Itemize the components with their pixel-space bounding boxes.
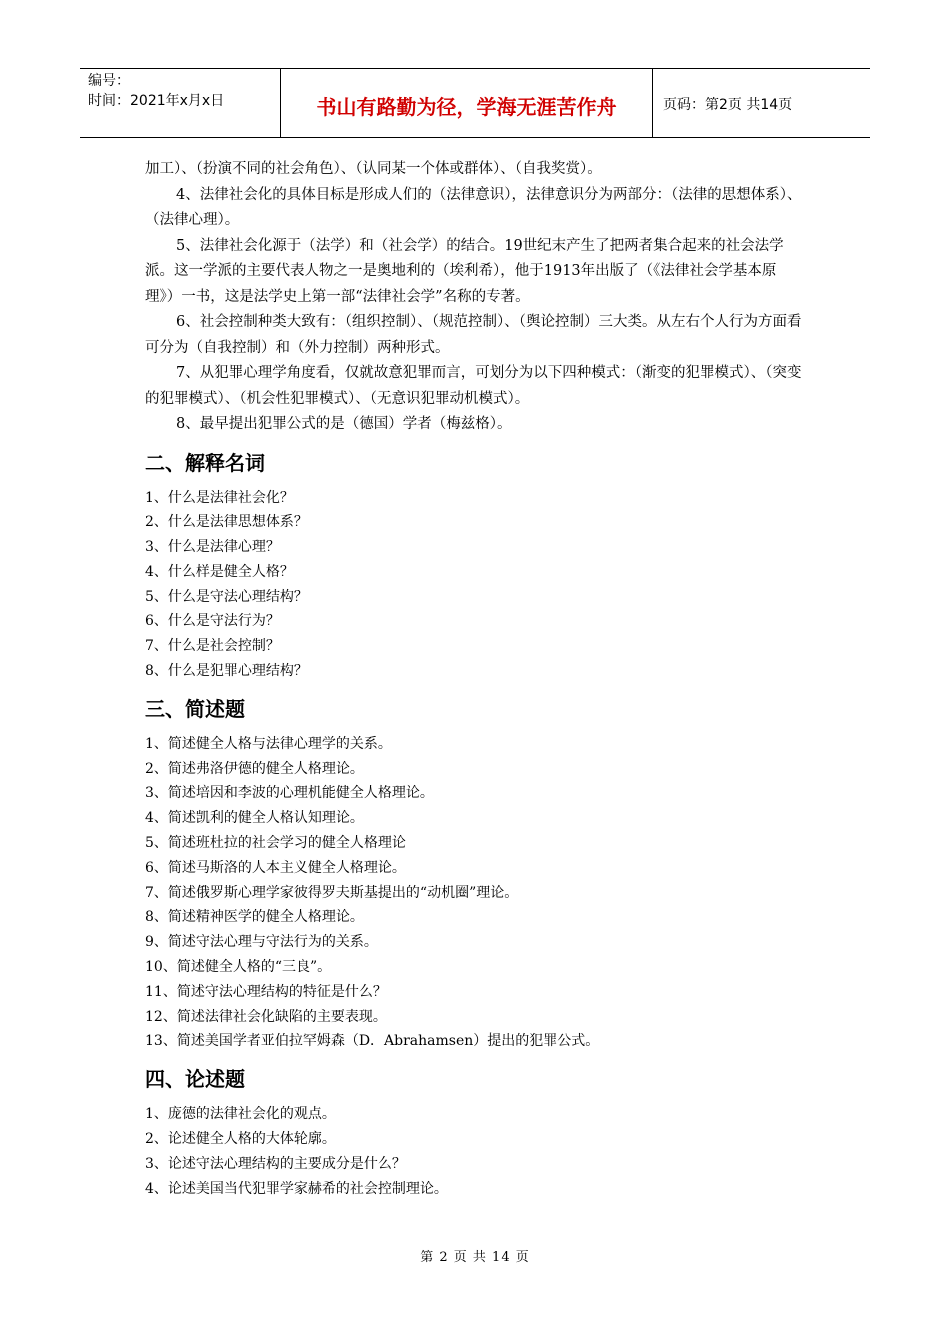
section-title: 四、论述题 (145, 1067, 245, 1092)
section-essay (145, 1066, 805, 1201)
paragraph-continuation: 加工）、（扮演不同的社会角色）、（认同某一个体或群体）、（自我奖赏）。 (145, 161, 602, 177)
section-title: 三、简述题 (145, 696, 245, 721)
paragraph-item-8: 8、最早提出犯罪公式的是（德国）学者（梅兹格）。 (176, 416, 512, 432)
paragraph-item-4: 4、法律社会化的具体目标是形成人们的（法律意识），法律意识分为两部分：（法律的思想体系）、（法律心理）。 (145, 186, 802, 228)
list-item: 8、什么是犯罪心理结构？ (145, 663, 308, 680)
list-item: 7、简述俄罗斯心理学家彼得罗夫斯基提出的“动机圈”理论。 (145, 884, 519, 901)
list-item: 3、简述培因和李波的心理机能健全人格理论。 (145, 785, 434, 802)
list-item: 4、简述凯利的健全人格认知理论。 (145, 810, 364, 827)
time-label: 时间：2021年x月x日 (88, 93, 225, 109)
list-item: 9、简述守法心理与守法行为的关系。 (145, 934, 378, 951)
header-page-info: 页码：第2页 共14页 (663, 97, 793, 113)
section-title: 二、解释名词 (145, 450, 265, 475)
list-item: 1、简述健全人格与法律心理学的关系。 (145, 735, 392, 752)
list-item: 2、简述弗洛伊德的健全人格理论。 (145, 760, 364, 777)
list-item: 5、简述班杜拉的社会学习的健全人格理论 (145, 835, 406, 852)
list-item: 4、论述美国当代犯罪学家赫希的社会控制理论。 (145, 1180, 448, 1197)
list-item: 12、简述法律社会化缺陷的主要表现。 (145, 1008, 387, 1025)
list-item: 1、什么是法律社会化？ (145, 489, 294, 506)
section-definitions (145, 450, 805, 684)
list-item: 7、什么是社会控制？ (145, 638, 280, 655)
list-item: 13、简述美国学者亚伯拉罕姆森（D．Abrahamsen）提出的犯罪公式。 (145, 1033, 600, 1050)
paragraph-item-6: 6、社会控制种类大致有：（组织控制）、（规范控制）、（舆论控制）三大类。从左右个人行为方面看可分为（自我控制）和（外力控制）两种形式。 (145, 314, 802, 356)
list-item: 3、论述守法心理结构的主要成分是什么？ (145, 1155, 406, 1172)
number-label: 编号： (88, 73, 130, 89)
list-item: 5、什么是守法心理结构？ (145, 588, 308, 605)
section-short-answer (145, 696, 805, 1054)
paragraph-item-7: 7、从犯罪心理学角度看，仅就故意犯罪而言，可划分为以下四种模式：（渐变的犯罪模式）、（突变的犯罪模式）、（机会性犯罪模式）、（无意识犯罪动机模式）。 (145, 365, 802, 407)
list-item: 6、简述马斯洛的人本主义健全人格理论。 (145, 859, 406, 876)
list-item: 3、什么是法律心理？ (145, 539, 280, 556)
list-item: 10、简述健全人格的“三良”。 (145, 959, 332, 976)
paragraph-item-5: 5、法律社会化源于（法学）和（社会学）的结合。19世纪末产生了把两者集合起来的社会法学派。这一学派的主要代表人物之一是奥地利的（埃利希），他于1913年出版了（《法律社会学基本原理》）一书，这是法学史上第一部“法律社会学”名称的专著。 (145, 237, 784, 305)
list-item: 2、论述健全人格的大体轮廓。 (145, 1131, 336, 1148)
list-item: 1、庞德的法律社会化的观点。 (145, 1106, 336, 1123)
list-item: 8、简述精神医学的健全人格理论。 (145, 909, 364, 926)
document-body (145, 157, 805, 1201)
list-item: 4、什么样是健全人格？ (145, 563, 294, 580)
page-footer: 第 2 页 共 14 页 (420, 1250, 530, 1265)
header-motto: 书山有路勤为径，学海无涯苦作舟 (281, 69, 653, 137)
page-header (80, 68, 870, 138)
list-item: 11、简述守法心理结构的特征是什么？ (145, 983, 387, 1000)
list-item: 6、什么是守法行为？ (145, 613, 280, 630)
list-item: 2、什么是法律思想体系？ (145, 514, 308, 531)
header-meta (80, 69, 281, 137)
